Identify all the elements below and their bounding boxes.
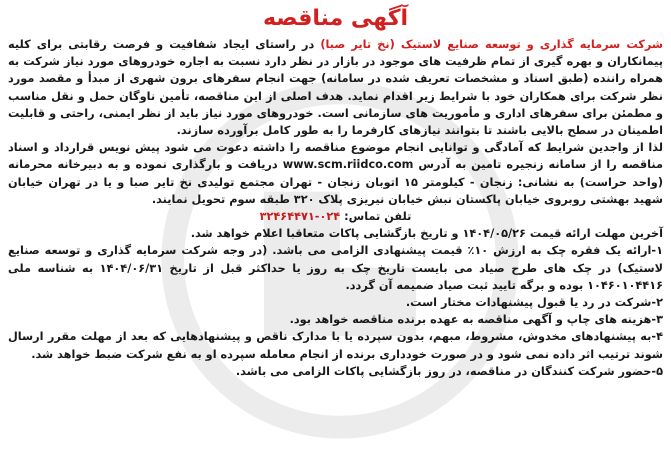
phone-number: ۰۲۴-۳۲۴۶۴۴۷۱ — [259, 210, 341, 224]
condition-item: ۱-ارائه یک فقره چک به ارزش ۱۰٪ قیمت پیشنهادی الزامی می باشد. (در وجه شرکت سرمایه گذاری و توسعه صنایع لاستیک) در چک های طرح صیاد می بایست تاریخ چک به روز یا حداکثر قبل از تاریخ ۱۴۰۴/۰۶/۳۱ به شناسه ملی ۱۰۴۶۰۱۰۴۴۱۶ بوده و برگه تایید ثبت صیاد ضمیمه آن گردد. — [8, 244, 663, 292]
condition-item: ۳-هزینه های چاپ و آگهی مناقصه به عهده برنده مناقصه خواهد بود. — [289, 313, 663, 327]
intro-text: در راستای ایجاد شفافیت و فرصت رقابتی برای کلیه پیمانکاران و بهره گیری از تمام ظرفیت های موجود در بازار در نظر دارد نسبت به اجاره خودروهای مورد نیاز شرکت به همراه راننده (طبق اسناد و مشخصات تعریف شده در سامانه) جهت انجام سفرهای برون شهری از مبدأ و مقصد مورد نظر شرکت برای همکاران خود با شرایط زیر اقدام نماید. هدف اصلی از این مناقصه، تأمین ناوگان حمل و نقل مناسب و مطمئن برای سفرهای اداری و مأموریت های سازمانی است. خودروهای مورد نیاز باید از نظر ایمنی، راحتی و قابلیت اطمینان در سطح بالایی باشند تا بتوانند نیازهای کارفرما را به طور کامل برآورده سازند. — [8, 38, 663, 138]
phone-line — [8, 208, 663, 225]
condition-item: ۵-حضور شرکت کنندگان در مناقصه، در روز بازگشایی پاکات الزامی می باشد. — [235, 364, 663, 378]
invitation-paragraph — [8, 139, 663, 208]
intro-paragraph — [8, 36, 663, 139]
invitation-text: لذا از واجدین شرایط که آمادگی و توانایی انجام موضوع مناقصه را داشته دعوت می شود پیش نویس قرارداد و اسناد مناقصه را از سامانه زنجیره تامین به آدرس — [8, 141, 663, 172]
condition-item: ۴-به پیشنهادهای مخدوش، مشروط، مبهم، بدون سپرده یا با مدارک ناقص و پیشنهادهایی که بعد از مهلت مقرر ارسال شوند ترتیب اثر داده نمی شود و در صورت خودداری برنده از انجام معامله سپرده او به نفع شرکت ضبط خواهد شد. — [8, 330, 663, 361]
phone-label: تلفن تماس: — [340, 210, 412, 224]
page-title: آگهی مناقصه — [262, 6, 409, 31]
invitation-address: دریافت و بارگذاری نموده و به دبیرخانه محرمانه (واحد حراست) به نشانی: زنجان - کیلومتر ۱۵ اتوبان زنجان - تهران مجتمع تولیدی نخ تایر صبا و یا در تهران خیابان شهید بهشتی روبروی خیابان پاکستان نبش خیابان نیریزی پلاک ۳۲۰ طبقه سوم تحویل نمایند. — [8, 158, 663, 206]
supply-chain-url[interactable]: www.scm.riidco.com — [282, 158, 414, 172]
notice-body — [8, 36, 663, 380]
company-name: شرکت سرمایه گذاری و توسعه صنایع لاستیک (نخ تایر صبا) — [320, 38, 663, 51]
condition-item: ۲-شرکت در رد یا قبول پیشنهادات مختار است. — [405, 296, 663, 310]
deadline-line: آخرین مهلت ارائه قیمت ۱۴۰۴/۰۵/۲۶ و تاریخ بازگشایی پاکات متعاقبا اعلام خواهد شد. — [190, 227, 663, 241]
